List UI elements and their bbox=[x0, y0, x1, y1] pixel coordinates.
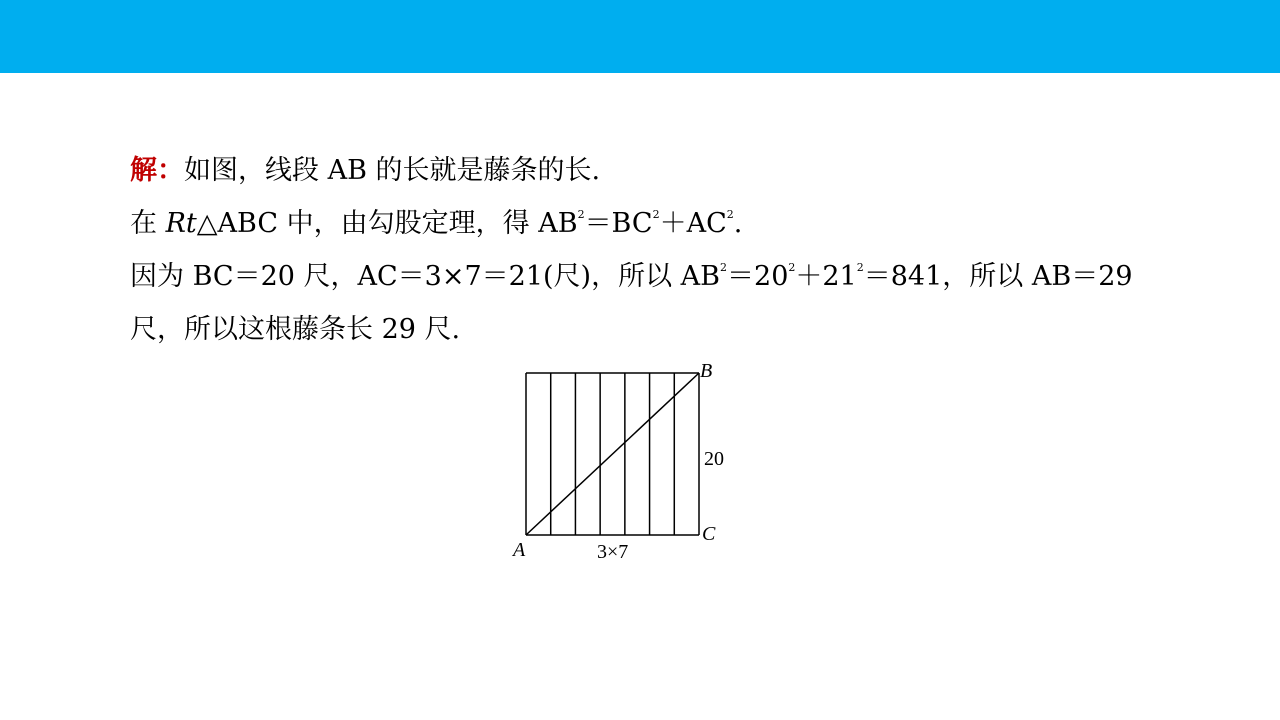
label-base: 3×7 bbox=[597, 541, 629, 563]
label-c: C bbox=[702, 523, 716, 545]
line2-text-a: 在 bbox=[130, 208, 166, 239]
line3-text-d: ＝841，所以 AB＝29 bbox=[863, 261, 1133, 292]
top-banner bbox=[0, 0, 1280, 73]
solution-line-3 bbox=[130, 250, 1150, 303]
exponent: 2 bbox=[652, 208, 660, 221]
exponent: 2 bbox=[720, 261, 728, 274]
line3-text-a: 因为 BC＝20 尺，AC＝3×7＝21(尺)，所以 AB bbox=[130, 261, 721, 292]
exponent: 2 bbox=[577, 208, 585, 221]
label-height: 20 bbox=[704, 448, 724, 470]
line2-text-b: △ABC 中，由勾股定理，得 AB bbox=[196, 208, 578, 239]
label-a: A bbox=[513, 539, 526, 561]
line2-text-e: . bbox=[733, 208, 743, 239]
solution-prefix: 解： bbox=[130, 155, 184, 186]
diagonal-ab bbox=[526, 373, 699, 535]
exponent: 2 bbox=[788, 261, 796, 274]
line3-text-b: ＝20 bbox=[727, 261, 789, 292]
solution-text bbox=[130, 144, 1150, 356]
exponent: 2 bbox=[856, 261, 864, 274]
line2-text-d: ＋AC bbox=[659, 208, 727, 239]
line2-text-c: ＝BC bbox=[584, 208, 653, 239]
triangle-figure bbox=[500, 360, 760, 580]
line4-text: 尺，所以这根藤条长 29 尺. bbox=[130, 314, 461, 345]
solution-line-2 bbox=[130, 197, 1150, 250]
exponent: 2 bbox=[726, 208, 734, 221]
line2-rt: Rt bbox=[165, 208, 197, 239]
line1-text: 如图，线段 AB 的长就是藤条的长. bbox=[184, 155, 601, 186]
solution-line-4 bbox=[130, 303, 1150, 356]
line3-text-c: ＋21 bbox=[795, 261, 857, 292]
solution-line-1 bbox=[130, 144, 1150, 197]
label-b: B bbox=[700, 360, 713, 382]
